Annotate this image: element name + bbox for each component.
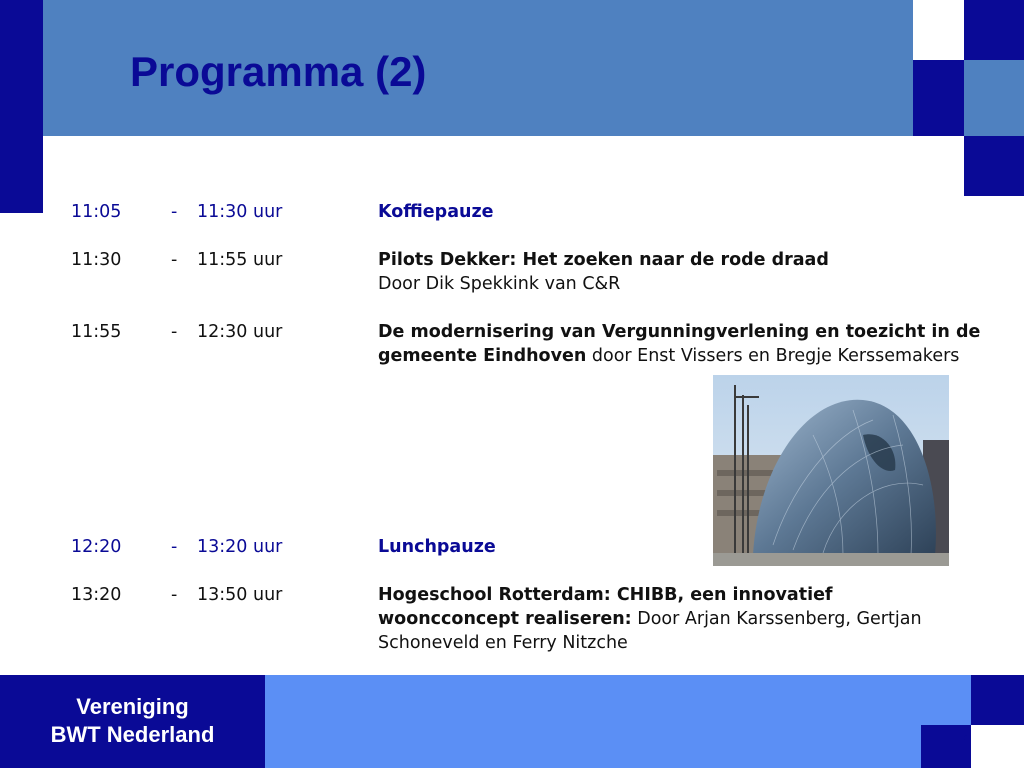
header-square-2 bbox=[964, 0, 1024, 60]
organization-line-1: Vereniging bbox=[76, 694, 189, 719]
end-time: 12:30 uur bbox=[197, 322, 283, 342]
start-time: 13:20 bbox=[71, 585, 122, 605]
end-time: 13:20 uur bbox=[197, 537, 283, 557]
time-separator: - bbox=[171, 250, 178, 270]
session-byline: door Enst Vissers en Bregje Kerssemakers bbox=[586, 346, 960, 366]
time-separator: - bbox=[171, 202, 178, 222]
footer-band bbox=[265, 675, 971, 768]
header-square-3 bbox=[964, 60, 1024, 136]
end-time: 11:55 uur bbox=[197, 250, 283, 270]
session-title: Koffiepauze bbox=[378, 202, 494, 222]
session-byline: Door Arjan Karssenberg, Gertjan Schoneveld en Ferry Nitzche bbox=[378, 609, 922, 653]
page-number: 7 bbox=[960, 730, 968, 746]
start-time: 12:20 bbox=[71, 537, 122, 557]
building-photo-icon bbox=[713, 375, 949, 566]
footer-square-1 bbox=[971, 675, 1024, 725]
time-separator: - bbox=[171, 585, 178, 605]
session-title: Lunchpauze bbox=[378, 537, 496, 557]
start-time: 11:30 bbox=[71, 250, 122, 270]
organization-name bbox=[0, 693, 265, 749]
start-time: 11:55 bbox=[71, 322, 122, 342]
header-left-bar bbox=[0, 0, 43, 213]
session-title: Pilots Dekker: Het zoeken naar de rode draad bbox=[378, 250, 829, 270]
start-time: 11:05 bbox=[71, 202, 122, 222]
session-byline: Door Dik Spekkink van C&R bbox=[378, 274, 621, 294]
time-separator: - bbox=[171, 537, 178, 557]
organization-line-2: BWT Nederland bbox=[50, 722, 215, 747]
session-title: Hogeschool Rotterdam: CHIBB, een innovatief wooncconcept realiseren: bbox=[378, 585, 833, 629]
page-title: Programma (2) bbox=[130, 48, 427, 95]
end-time: 13:50 uur bbox=[197, 585, 283, 605]
session-title: De modernisering van Vergunningverlening en toezicht in de gemeente Eindhoven bbox=[378, 322, 981, 366]
header-square-4 bbox=[964, 136, 1024, 196]
header-square-1 bbox=[913, 60, 964, 136]
end-time: 11:30 uur bbox=[197, 202, 283, 222]
building-photo bbox=[713, 375, 949, 566]
time-separator: - bbox=[171, 322, 178, 342]
